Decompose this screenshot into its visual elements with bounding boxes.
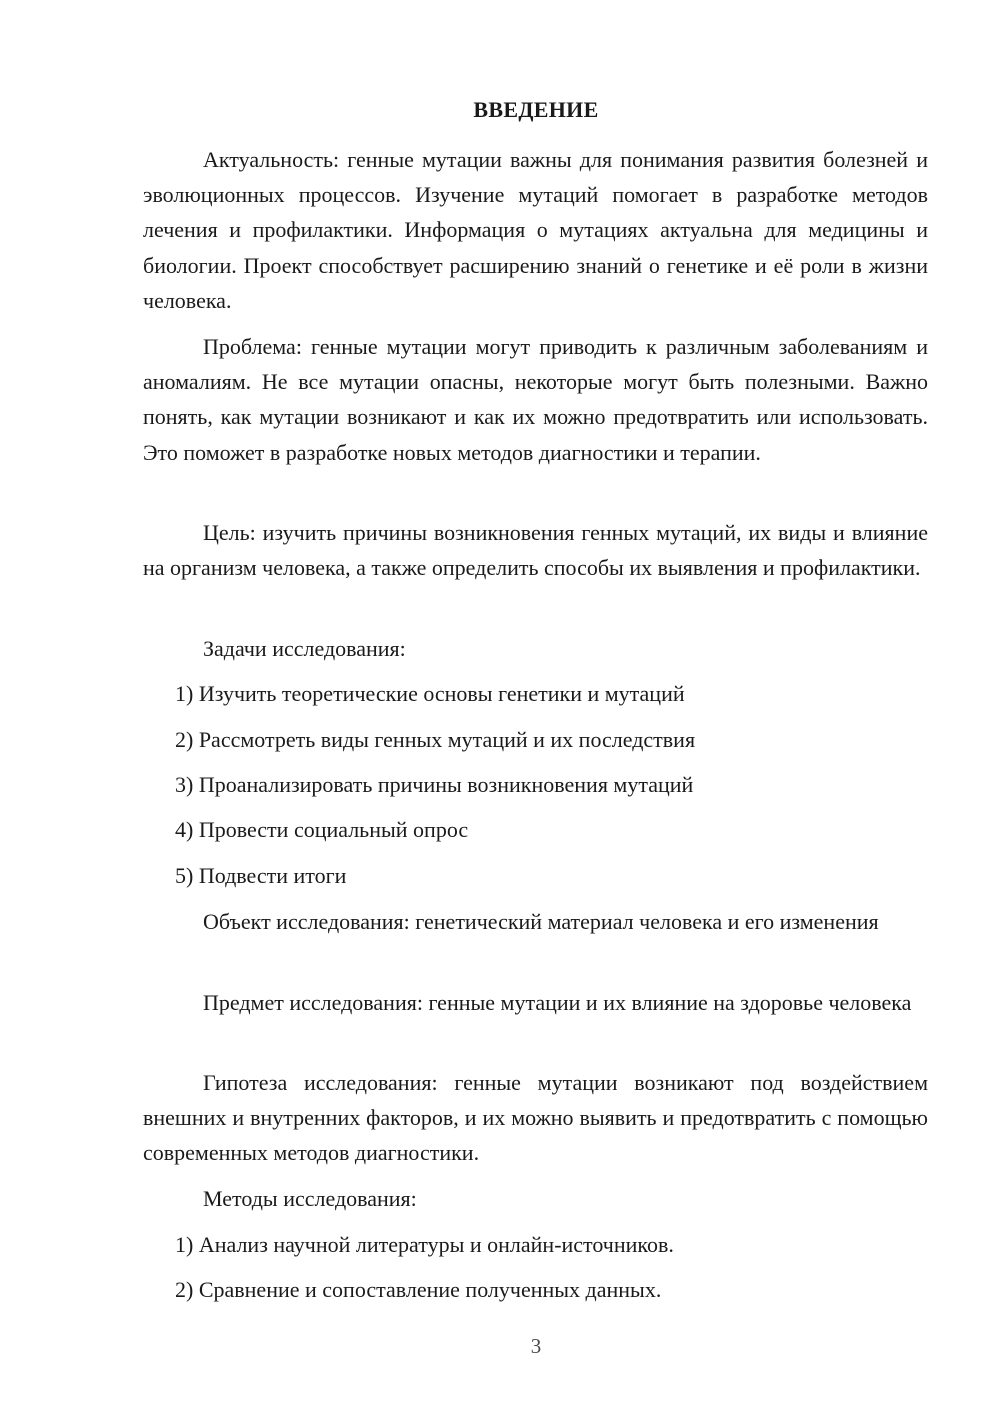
tasks-heading: Задачи исследования: [203,636,406,661]
hypothesis-paragraph: Гипотеза исследования: генные мутации возникают под воздействием внешних и внутренних факторов, и их можно выявить и предотвратить с помощью современных методов диагностики. [143,1070,928,1166]
relevance-paragraph: Актуальность: генные мутации важны для понимания развития болезней и эволюционных процессов. Изучение мутаций помогает в разработке методов лечения и профилактики. Информация о мутациях актуальна для медицины и биологии. Проект способствует расширению знаний о генетике и её роли в жизни человека. [143,147,928,313]
page-title: ВВЕДЕНИЕ [473,97,599,122]
subject-paragraph: Предмет исследования: генные мутации и их влияние на здоровье человека [203,990,912,1015]
goal-paragraph: Цель: изучить причины возникновения генных мутаций, их виды и влияние на организм человека, а также определить способы их выявления и профилактики. [143,520,928,581]
object-paragraph: Объект исследования: генетический материал человека и его изменения [203,909,879,934]
page-number: 3 [530,1334,542,1358]
methods-heading: Методы исследования: [203,1186,417,1211]
task-item: 5) Подвести итоги [175,863,347,888]
task-item: 3) Проанализировать причины возникновения мутаций [175,772,694,797]
method-item: 1) Анализ научной литературы и онлайн-источников. [175,1232,674,1257]
method-item: 2) Сравнение и сопоставление полученных данных. [175,1277,662,1302]
task-item: 4) Провести социальный опрос [175,817,469,842]
problem-paragraph: Проблема: генные мутации могут приводить к различным заболеваниям и аномалиям. Не все мутации опасны, некоторые могут быть полезными. Важно понять, как мутации возникают и как их можно предотвратить или использовать. Это поможет в разработке новых методов диагностики и терапии. [143,334,928,465]
task-item: 1) Изучить теоретические основы генетики и мутаций [175,681,685,706]
task-item: 2) Рассмотреть виды генных мутаций и их последствия [175,727,696,752]
